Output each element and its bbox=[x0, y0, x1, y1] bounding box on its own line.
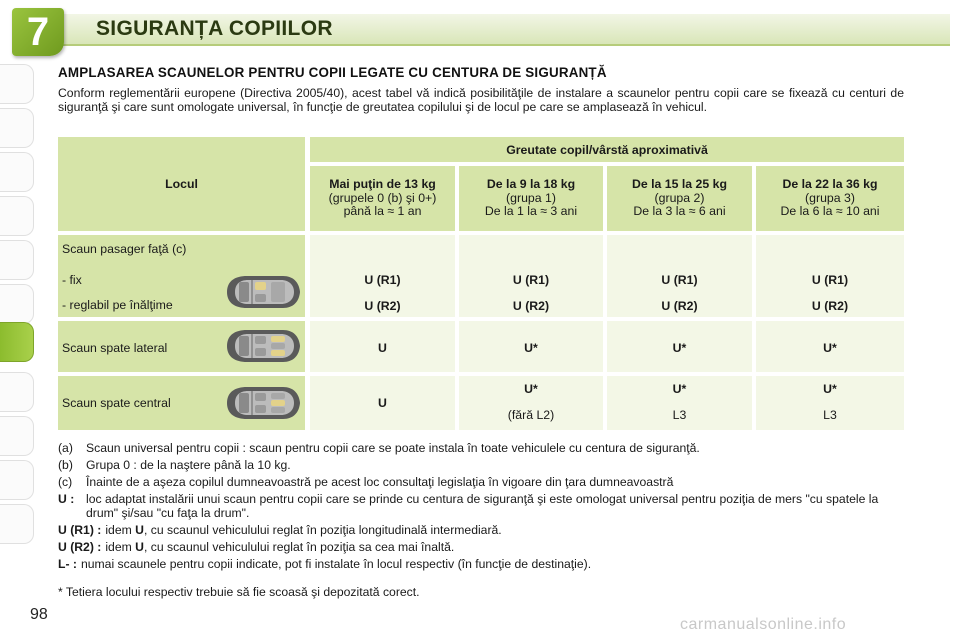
row-sublabel-height-adjustable: - reglabil pe înălţime bbox=[62, 298, 173, 312]
value-rear-central-group3: U* bbox=[823, 382, 837, 396]
side-tab-6[interactable] bbox=[0, 284, 34, 324]
side-tab-2[interactable] bbox=[0, 108, 34, 148]
note-text: , cu scaunul vehiculului reglat în poziţia sa cea mai înaltă. bbox=[143, 540, 455, 554]
note-key: (a) bbox=[58, 441, 73, 455]
side-tab-8[interactable] bbox=[0, 372, 34, 412]
value-rear-central-group0: U bbox=[378, 396, 387, 410]
watermark: carmanualsonline.info bbox=[680, 616, 847, 633]
column-title: De la 15 la 25 kg bbox=[631, 177, 728, 192]
side-tab-7-active[interactable] bbox=[0, 322, 34, 362]
value-front-fixed-group0: U (R1) bbox=[364, 273, 401, 287]
note-text: Grupa 0 : de la naştere până la 10 kg. bbox=[86, 458, 291, 472]
value-rear-lateral-group3: U* bbox=[823, 341, 837, 355]
note-text-wrapper bbox=[105, 540, 908, 554]
note-key: (b) bbox=[58, 458, 73, 472]
note-key: L- : bbox=[58, 557, 77, 571]
note-text: Scaun universal pentru copii : scaun pentru copii care se poate instala în toate vehiculele cu centura de siguranţă. bbox=[86, 441, 700, 455]
note-item bbox=[58, 475, 908, 489]
car-seat-diagram-rear-lateral-icon bbox=[221, 327, 303, 365]
subvalue-rear-central-group2: L3 bbox=[672, 408, 687, 422]
note-item bbox=[58, 492, 908, 520]
note-item bbox=[58, 441, 908, 455]
side-tab-1[interactable] bbox=[0, 64, 34, 104]
side-tab-10[interactable] bbox=[0, 460, 34, 500]
column-title: De la 22 la 36 kg bbox=[782, 177, 878, 192]
notes-list bbox=[58, 441, 908, 574]
row-label-rear-lateral: Scaun spate lateral bbox=[62, 341, 168, 355]
car-seat-diagram-front-icon bbox=[221, 273, 303, 311]
section-title: AMPLASAREA SCAUNELOR PENTRU COPII LEGATE CU CENTURA DE SIGURANȚĂ bbox=[58, 65, 607, 80]
note-item bbox=[58, 557, 908, 571]
note-item bbox=[58, 523, 908, 537]
value-front-adjustable-group1: U (R2) bbox=[512, 299, 550, 313]
side-tab-5[interactable] bbox=[0, 240, 34, 280]
side-tab-3[interactable] bbox=[0, 152, 34, 192]
note-text: Înainte de a aşeza copilul dumneavoastră pe acest loc consultaţi legislaţia în vigoare din ţara dumneavoastră bbox=[86, 475, 674, 489]
value-front-adjustable-group3: U (R2) bbox=[811, 299, 849, 313]
note-text: numai scaunele pentru copii indicate, pot fi instalate în locul respectiv (în funcţie de destinaţie). bbox=[80, 557, 592, 571]
value-front-adjustable-group0: U (R2) bbox=[364, 299, 401, 313]
column-header-group-3 bbox=[756, 166, 904, 231]
note-bold: U bbox=[135, 540, 144, 554]
value-front-adjustable-group2: U (R2) bbox=[661, 299, 698, 313]
column-title: Mai puţin de 13 kg bbox=[329, 177, 436, 192]
side-tab-4[interactable] bbox=[0, 196, 34, 236]
note-text: loc adaptat instalării unui scaun pentru copii care se prinde cu centura de siguranţă şi este omologat universal pentru poziţia de mers "cu spatele la drum" şi/sau "cu faţa la drum". bbox=[86, 492, 879, 520]
table-header-weight-group bbox=[310, 137, 904, 162]
side-tab-9[interactable] bbox=[0, 416, 34, 456]
column-header-group-0 bbox=[310, 166, 455, 231]
column-age: până la ≈ 1 an bbox=[343, 204, 422, 219]
note-item bbox=[58, 540, 908, 554]
subvalue-rear-central-group3: L3 bbox=[823, 408, 837, 422]
chapter-title: SIGURANȚA COPIILOR bbox=[96, 17, 333, 40]
note-text: , cu scaunul vehiculului reglat în poziţia longitudinală intermediară. bbox=[143, 523, 502, 537]
note-text-wrapper bbox=[105, 523, 908, 537]
column-group: (grupa 3) bbox=[805, 190, 855, 205]
weight-group-header-label: Greutate copil/vârstă aproximativă bbox=[506, 142, 708, 157]
value-front-fixed-group3: U (R1) bbox=[811, 273, 849, 287]
row-label-front-passenger: Scaun pasager faţă (c) bbox=[62, 242, 187, 256]
value-rear-central-group1: U* bbox=[524, 382, 538, 396]
column-group: (grupele 0 (b) şi 0+) bbox=[328, 190, 437, 205]
value-front-fixed-group1: U (R1) bbox=[512, 273, 550, 287]
subvalue-rear-central-group1: (fără L2) bbox=[507, 408, 555, 422]
note-key: U (R2) : bbox=[58, 540, 102, 554]
note-key: U : bbox=[58, 492, 75, 506]
footnote: * Tetiera locului respectiv trebuie să fie scoasă şi depozitată corect. bbox=[58, 585, 420, 599]
value-front-fixed-group2: U (R1) bbox=[661, 273, 698, 287]
column-group: (grupa 1) bbox=[506, 190, 556, 205]
value-rear-lateral-group1: U* bbox=[524, 341, 538, 355]
value-rear-lateral-group2: U* bbox=[672, 341, 687, 355]
chapter-number-badge: 7 bbox=[12, 8, 64, 56]
note-key: U (R1) : bbox=[58, 523, 102, 537]
note-item bbox=[58, 458, 908, 472]
row-sublabel-fixed: - fix bbox=[62, 273, 82, 287]
column-age: De la 1 la ≈ 3 ani bbox=[484, 204, 578, 219]
side-chapter-tabs bbox=[0, 64, 40, 574]
place-header-label: Locul bbox=[165, 177, 198, 191]
note-bold: U bbox=[135, 523, 144, 537]
column-header-group-2 bbox=[607, 166, 752, 231]
table-header-place bbox=[58, 137, 305, 231]
note-pre: idem bbox=[105, 540, 136, 554]
note-key: (c) bbox=[58, 475, 73, 489]
page-number: 98 bbox=[30, 606, 48, 623]
value-rear-lateral-group0: U bbox=[378, 341, 387, 355]
column-title: De la 9 la 18 kg bbox=[486, 177, 576, 192]
column-header-group-1 bbox=[459, 166, 603, 231]
column-age: De la 6 la ≈ 10 ani bbox=[780, 204, 880, 219]
row-label-rear-central: Scaun spate central bbox=[62, 396, 171, 410]
side-tab-11[interactable] bbox=[0, 504, 34, 544]
column-group: (grupa 2) bbox=[654, 190, 705, 205]
car-seat-diagram-rear-central-icon bbox=[221, 384, 303, 422]
intro-paragraph: Conform reglementării europene (Directiva 2005/40), acest tabel vă indică posibilităţile de instalare a scaunelor pentru copii care se fixează cu centuri de siguranţă şi care sunt omologate universal, în funcţie de greutatea copilului şi de locul pe care se amplasează în vehicul. bbox=[58, 86, 904, 114]
note-pre: idem bbox=[105, 523, 136, 537]
value-rear-central-group2: U* bbox=[672, 382, 687, 396]
column-age: De la 3 la ≈ 6 ani bbox=[633, 204, 726, 219]
